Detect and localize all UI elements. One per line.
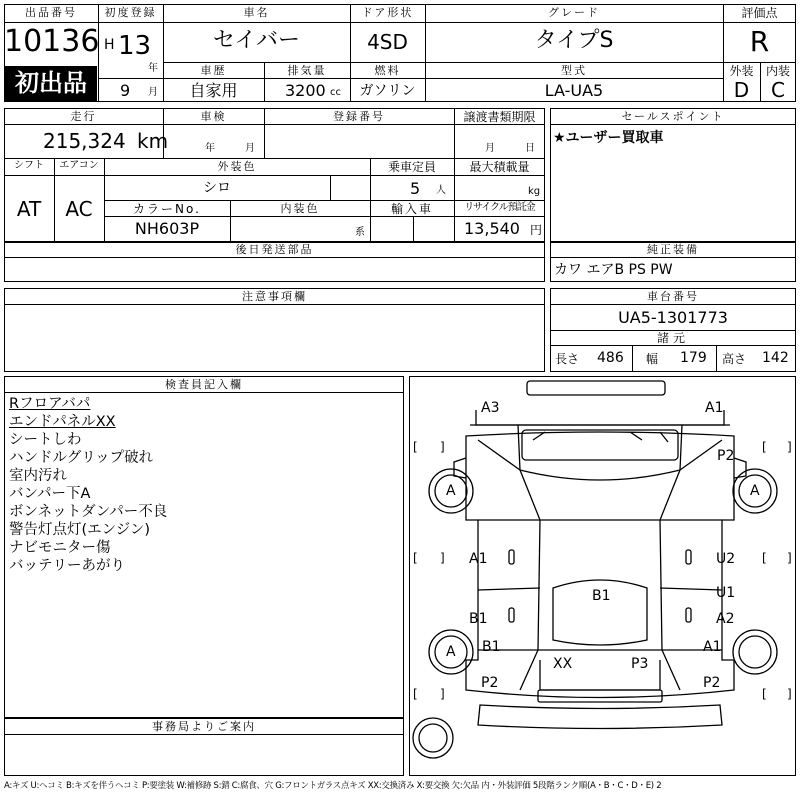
first-reg-label: 初度登録 xyxy=(104,6,157,19)
bracket-front-left-open: [ xyxy=(413,440,418,454)
damage-mark: XX xyxy=(553,656,573,672)
int-color-label: 内装色 xyxy=(280,202,320,215)
reg-no-label: 登録番号 xyxy=(333,110,385,123)
damage-mark: A3 xyxy=(481,400,500,416)
inspection-year-unit: 年 xyxy=(205,143,215,154)
inspector-label: 検査員記入欄 xyxy=(165,378,243,391)
width-label: 幅 xyxy=(646,352,659,366)
score-label: 評価点 xyxy=(741,6,778,20)
remark-line: ボンネットダンパー不良 xyxy=(9,504,168,520)
damage-mark: U2 xyxy=(716,551,736,567)
displacement: 3200 xyxy=(285,81,326,100)
mileage-label: 走行 xyxy=(70,110,97,123)
bracket-front-right-open: [ xyxy=(762,440,767,454)
recycle-unit: 円 xyxy=(530,223,543,237)
transfer-day-unit: 日 xyxy=(525,143,535,154)
bracket-rear-left-close: ] xyxy=(440,687,445,701)
bracket-rear-right-close: ] xyxy=(787,687,792,701)
sales-point-block xyxy=(550,108,796,242)
recycle: 13,540 xyxy=(464,219,520,238)
remark-line: シートしわ xyxy=(9,432,82,448)
chassis-label: 車台番号 xyxy=(647,290,699,303)
bracket-mid-left-close: ] xyxy=(440,551,445,565)
first-listing-label: 初出品 xyxy=(15,69,87,97)
damage-mark: U1 xyxy=(716,585,736,601)
damage-mark: A xyxy=(750,483,760,499)
width: 179 xyxy=(680,350,707,366)
color-no-label: カラーNo. xyxy=(133,202,201,216)
era: H xyxy=(104,37,115,53)
bracket-front-left-close: ] xyxy=(440,440,445,454)
office-label: 事務局よりご案内 xyxy=(152,720,256,733)
history-label: 車歴 xyxy=(200,64,227,77)
inspection-month-unit: 月 xyxy=(245,143,255,154)
ext-color: シロ xyxy=(203,180,231,196)
chassis-number: UA5-1301773 xyxy=(618,308,728,327)
capacity: 5 xyxy=(410,179,421,198)
interior-score: C xyxy=(771,78,785,102)
transfer-month-unit: 月 xyxy=(485,143,495,154)
model-label: 型式 xyxy=(561,64,587,77)
exterior-label: 外装 xyxy=(729,64,754,78)
displacement-label: 排気量 xyxy=(287,64,327,77)
car-name: セイバー xyxy=(213,28,300,53)
recycle-label: リサイクル預託金 xyxy=(464,202,535,213)
shift-label: シフト xyxy=(14,160,44,171)
inspection-label: 車検 xyxy=(200,110,227,123)
displacement-unit: cc xyxy=(330,87,341,98)
remark-line: 室内汚れ xyxy=(9,468,67,484)
bracket-mid-left-open: [ xyxy=(413,551,418,565)
sales-point-text: ★ユーザー買取車 xyxy=(553,130,664,146)
car-name-label: 車名 xyxy=(243,6,270,19)
grade-label: グレード xyxy=(548,6,600,19)
damage-mark: A xyxy=(446,483,456,499)
mileage: 215,324 xyxy=(43,129,126,153)
interior-label: 内装 xyxy=(765,64,790,78)
equipment-text: カワ エアB PS PW xyxy=(554,262,673,278)
lot-no-label: 出品番号 xyxy=(25,6,77,19)
damage-mark: A1 xyxy=(469,551,488,567)
month: 9 xyxy=(120,81,131,100)
damage-mark: A1 xyxy=(703,639,722,655)
bracket-rear-right-open: [ xyxy=(762,687,767,701)
year: 13 xyxy=(118,31,152,61)
damage-mark: P2 xyxy=(481,675,499,691)
damage-mark: P2 xyxy=(717,448,735,464)
damage-mark: P2 xyxy=(703,675,721,691)
remark-line: ナビモニター傷 xyxy=(9,540,111,556)
fuel: ガソリン xyxy=(359,83,416,99)
bracket-mid-right-close: ] xyxy=(787,551,792,565)
damage-mark: A1 xyxy=(705,400,724,416)
bracket-mid-right-open: [ xyxy=(762,551,767,565)
capacity-label: 乗車定員 xyxy=(387,160,436,174)
color-no: NH603P xyxy=(134,219,200,238)
door: 4SD xyxy=(367,30,408,54)
length: 486 xyxy=(597,350,624,366)
transfer-label: 譲渡書類期限 xyxy=(463,110,536,124)
damage-mark: P3 xyxy=(631,656,649,672)
legend: A:キズ U:ヘコミ B:キズを伴うヘコミ P:要塗装 W:補修跡 S:錆 C:腐食、穴 G:フロントガラス点キズ XX:交換済み X:要交換 欠:欠品 内・外装評価 5段階ランク順(A・B・C・D・E) 2 xyxy=(4,781,662,791)
mileage-unit: km xyxy=(137,129,169,153)
import-label: 輸入車 xyxy=(390,202,433,216)
remark-line: エンドパネルXX xyxy=(9,414,116,430)
ac: AC xyxy=(65,197,93,221)
remark-line: ハンドルグリップ破れ xyxy=(9,450,154,466)
door-label: ドア形状 xyxy=(361,6,414,19)
later-parts-label: 後日発送部品 xyxy=(235,243,314,256)
damage-mark: B1 xyxy=(592,588,611,604)
remark-line: Rフロアバパ xyxy=(9,396,91,412)
inspector-remarks xyxy=(9,395,167,575)
int-color-unit: 系 xyxy=(355,227,365,238)
dims-label: 諸元 xyxy=(656,331,689,345)
damage-mark: B1 xyxy=(482,639,501,655)
year-unit: 年 xyxy=(148,63,158,74)
shift: AT xyxy=(16,197,42,221)
height-label: 高さ xyxy=(722,352,747,366)
history: 自家用 xyxy=(189,81,238,100)
exterior-score: D xyxy=(733,78,750,102)
damage-mark: A2 xyxy=(716,611,735,627)
length-label: 長さ xyxy=(555,352,580,366)
capacity-unit: 人 xyxy=(436,185,446,196)
height: 142 xyxy=(762,350,789,366)
remark-line: バッテリーあがり xyxy=(9,558,125,574)
car-diagram-frame xyxy=(409,376,796,776)
notes-label: 注意事項欄 xyxy=(242,290,307,303)
score: R xyxy=(749,25,770,58)
max-load-unit: kg xyxy=(528,186,541,197)
remark-line: バンパー下A xyxy=(9,486,91,502)
damage-mark: A xyxy=(446,644,456,660)
ext-color-label: 外装色 xyxy=(217,160,257,173)
bracket-rear-left-open: [ xyxy=(413,687,418,701)
ac-label: エアコン xyxy=(59,160,99,171)
grade: タイプS xyxy=(534,28,614,53)
damage-mark: B1 xyxy=(469,611,488,627)
max-load-label: 最大積載量 xyxy=(469,160,530,174)
remark-line: 警告灯点灯(エンジン) xyxy=(9,522,151,538)
bracket-front-right-close: ] xyxy=(787,440,792,454)
model: LA-UA5 xyxy=(544,81,604,100)
lot-no: 10136 xyxy=(4,24,100,59)
month-unit: 月 xyxy=(148,87,158,98)
sales-point-label: セールスポイント xyxy=(621,110,725,123)
equipment-label: 純正装備 xyxy=(647,243,699,256)
fuel-label: 燃料 xyxy=(374,64,401,77)
